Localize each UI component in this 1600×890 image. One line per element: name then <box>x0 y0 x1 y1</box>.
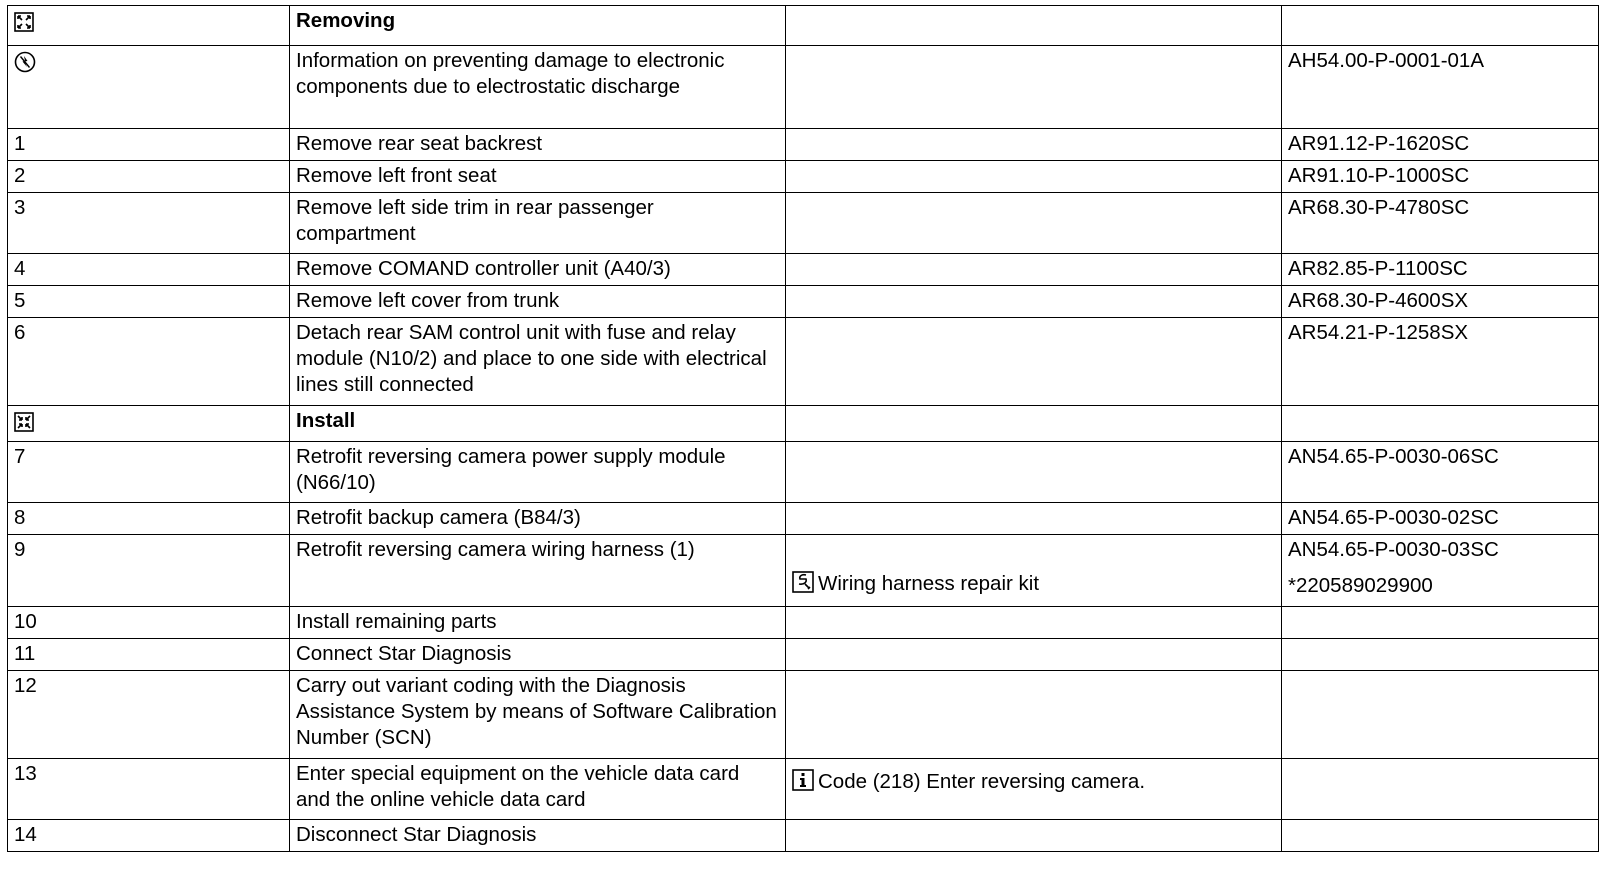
step-number: 3 <box>8 193 290 254</box>
table-row <box>8 671 1599 759</box>
section-icon-cell <box>8 406 290 442</box>
reference-link[interactable]: AN54.65-P-0030-02SC <box>1282 503 1599 535</box>
step-text: Install remaining parts <box>290 607 786 639</box>
step-number: 1 <box>8 129 290 161</box>
table-row <box>8 193 1599 254</box>
reference-link[interactable]: AN54.65-P-0030-03SC <box>1288 538 1499 561</box>
step-number: 6 <box>8 318 290 406</box>
table-row <box>8 286 1599 318</box>
esd-warning-icon <box>14 51 36 73</box>
step-text: Remove left front seat <box>290 161 786 193</box>
info-note-text: Code (218) Enter reversing camera. <box>818 770 1146 793</box>
step-text: Remove left cover from trunk <box>290 286 786 318</box>
step-number: 7 <box>8 442 290 503</box>
info-note <box>792 769 1275 795</box>
tool-kit-icon <box>792 571 814 593</box>
step-text: Remove rear seat backrest <box>290 129 786 161</box>
step-text: Remove COMAND controller unit (A40/3) <box>290 254 786 286</box>
step-number: 4 <box>8 254 290 286</box>
step-number: 12 <box>8 671 290 759</box>
procedure-table <box>7 5 1599 852</box>
step-text: Retrofit reversing camera power supply module (N66/10) <box>290 442 786 503</box>
table-row <box>8 254 1599 286</box>
step-number: 9 <box>8 535 290 607</box>
table-row <box>8 607 1599 639</box>
step-text: Detach rear SAM control unit with fuse and relay module (N10/2) and place to one side with electrical lines still connected <box>290 318 786 406</box>
reference-link[interactable]: AN54.65-P-0030-06SC <box>1282 442 1599 503</box>
section-title: Install <box>290 406 786 442</box>
section-icon-cell <box>8 6 290 46</box>
table-row <box>8 46 1599 129</box>
section-title: Removing <box>290 6 786 46</box>
reference-link[interactable]: AR68.30-P-4780SC <box>1282 193 1599 254</box>
section-row-removing <box>8 6 1599 46</box>
tool-note <box>792 571 1275 597</box>
step-number: 10 <box>8 607 290 639</box>
step-text: Carry out variant coding with the Diagnosis Assistance System by means of Software Calibration Number (SCN) <box>290 671 786 759</box>
step-text: Retrofit reversing camera wiring harness (1) <box>290 535 786 607</box>
tool-note-text: Wiring harness repair kit <box>818 572 1040 595</box>
remove-section-icon <box>14 12 34 32</box>
step-number: 8 <box>8 503 290 535</box>
step-text: Remove left side trim in rear passenger compartment <box>290 193 786 254</box>
section-row-install <box>8 406 1599 442</box>
table-row <box>8 442 1599 503</box>
reference-link[interactable]: AH54.00-P-0001-01A <box>1282 46 1599 129</box>
table-row <box>8 535 1599 607</box>
step-text: Enter special equipment on the vehicle data card and the online vehicle data card <box>290 759 786 820</box>
table-row <box>8 129 1599 161</box>
reference-link[interactable]: AR68.30-P-4600SX <box>1282 286 1599 318</box>
step-number: 5 <box>8 286 290 318</box>
step-text: Information on preventing damage to electronic components due to electrostatic discharge <box>290 46 786 129</box>
step-text: Retrofit backup camera (B84/3) <box>290 503 786 535</box>
step-text: Connect Star Diagnosis <box>290 639 786 671</box>
reference-link[interactable]: AR82.85-P-1100SC <box>1282 254 1599 286</box>
table-row <box>8 759 1599 820</box>
table-row <box>8 820 1599 852</box>
reference-link[interactable]: AR54.21-P-1258SX <box>1282 318 1599 406</box>
step-number: 13 <box>8 759 290 820</box>
part-number: *220589029900 <box>1288 574 1433 597</box>
reference-link[interactable]: AR91.12-P-1620SC <box>1282 129 1599 161</box>
step-number: 11 <box>8 639 290 671</box>
table-row <box>8 318 1599 406</box>
step-number: 2 <box>8 161 290 193</box>
install-section-icon <box>14 412 34 432</box>
info-icon <box>792 769 814 791</box>
table-row <box>8 503 1599 535</box>
table-row <box>8 639 1599 671</box>
table-row <box>8 161 1599 193</box>
step-text: Disconnect Star Diagnosis <box>290 820 786 852</box>
step-number: 14 <box>8 820 290 852</box>
reference-link[interactable]: AR91.10-P-1000SC <box>1282 161 1599 193</box>
